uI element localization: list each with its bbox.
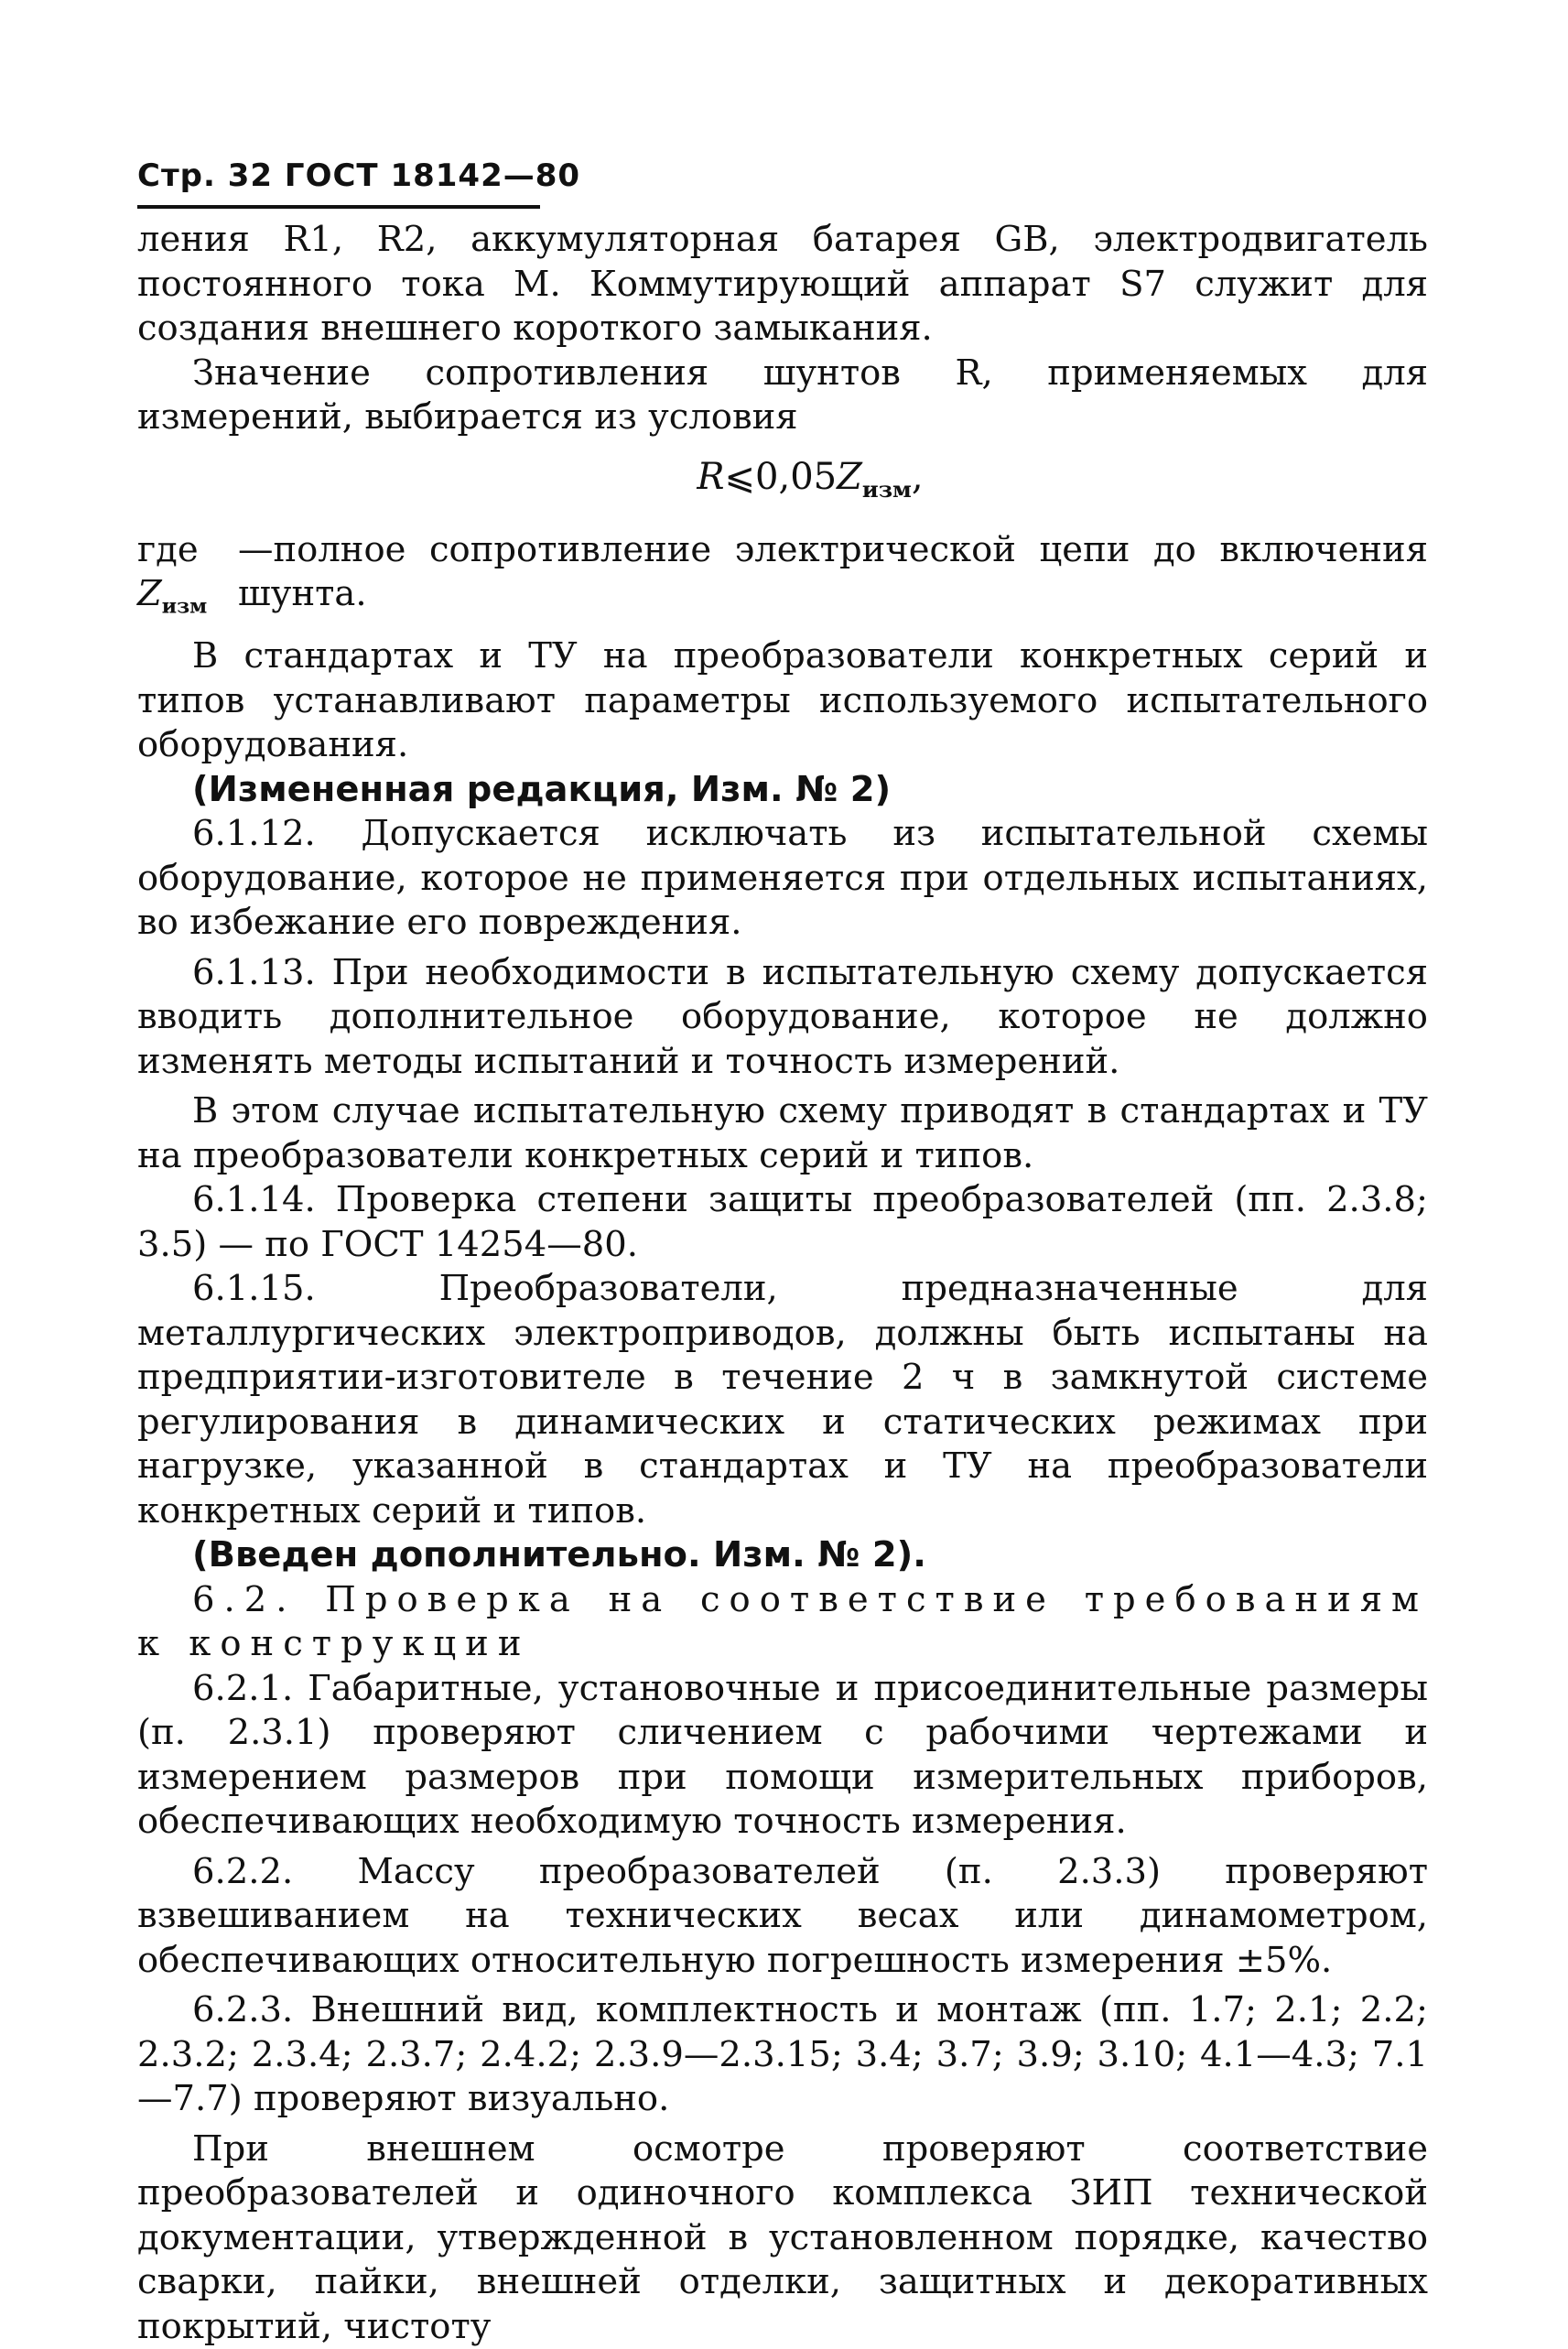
formula-sym: Z (837, 455, 862, 498)
amendment-note-1: (Измененная редакция, Изм. № 2) (192, 768, 892, 810)
paragraph-continuation: ления R1, R2, аккумуляторная батарея GB, электродвигатель постоянного тока M. Коммутирующий аппарат S7 служит для создания внешнего короткого замыкания. (137, 219, 1428, 349)
formula-var: R (697, 455, 725, 498)
section-6-2-heading: 6.2. Проверка на соответствие требованиям к конструкции (137, 1578, 1428, 1665)
formula (192, 449, 1428, 517)
explanation-word: где (137, 528, 199, 570)
header-rule (137, 205, 540, 209)
formula-tail: , (911, 455, 924, 498)
paragraph-standards: В стандартах и ТУ на преобразователи конкретных серий и типов устанавливают параметры используемого испытательного оборудования. (137, 635, 1428, 766)
explanation-text: —полное сопротивление электрической цепи до включения шунта. (238, 528, 1428, 614)
clause-6-1-15: 6.1.15. Преобразователи, предназначенные для металлургических электроприводов, должны быть испытаны на предприятии-изготовителе в течение 2 ч в замкнутой системе регулирования в динамических и статических режимах при нагрузке, указанной в стандартах и ТУ на преобразователи конкретных серий и типов. (137, 1268, 1428, 1532)
formula-sub: изм (861, 475, 912, 503)
clause-6-2-3: 6.2.3. Внешний вид, комплектность и монтаж (пп. 1.7; 2.1; 2.2; 2.3.2; 2.3.4; 2.3.7; 2.4.2; 2.3.9—2.3.15; 3.4; 3.7; 3.9; 3.10; 4.1—4.3; 7.1—7.7) проверяют визуально. (137, 1989, 1428, 2120)
explanation-sym: Z (137, 573, 162, 614)
clause-6-1-13: 6.1.13. При необходимости в испытательную схему допускается вводить дополнительное оборудование, которое не должно изменять методы испытаний и точность измерений. (137, 951, 1428, 1082)
formula-coef: 0,05 (755, 455, 838, 498)
explanation-symbol (137, 528, 238, 630)
formula-relation: ⩽ (724, 455, 756, 498)
document-page (137, 156, 1428, 2349)
clause-6-2-1: 6.2.1. Габаритные, установочные и присоединительные размеры (п. 2.3.1) проверяют сличением с рабочими чертежами и измерением размеров при помощи измерительных приборов, обеспечивающих необходимую точность измерения. (137, 1667, 1428, 1843)
paragraph-shunt-resistance: Значение сопротивления шунтов R, применяемых для измерений, выбирается из условия (137, 352, 1428, 438)
amendment-note-2: (Введен дополнительно. Изм. № 2). (192, 1534, 926, 1576)
paragraph-external-inspection: При внешнем осмотре проверяют соответствие преобразователей и одиночного комплекса ЗИП технической документации, утвержденной в установленном порядке, качество сварки, пайки, внешней отделки, защитных и декоративных покрытий, чистоту (137, 2127, 1428, 2347)
clause-6-2-2: 6.2.2. Массу преобразователей (п. 2.3.3) проверяют взвешиванием на технических весах или динамометром, обеспечивающих относительную погрешность измерения ±5%. (137, 1850, 1428, 1981)
paragraph-test-scheme: В этом случае испытательную схему приводят в стандартах и ТУ на преобразователи конкретных серий и типов. (137, 1090, 1428, 1176)
explanation-sub: изм (161, 594, 208, 619)
clause-6-1-12: 6.1.12. Допускается исключать из испытательной схемы оборудование, которое не применяется при отдельных испытаниях, во избежание его повреждения. (137, 813, 1428, 944)
formula-explanation (137, 528, 1428, 630)
page-header: Стр. 32 ГОСТ 18142—80 (137, 157, 581, 194)
clause-6-1-14: 6.1.14. Проверка степени защиты преобразователей (пп. 2.3.8; 3.5) — по ГОСТ 14254—80. (137, 1179, 1428, 1265)
